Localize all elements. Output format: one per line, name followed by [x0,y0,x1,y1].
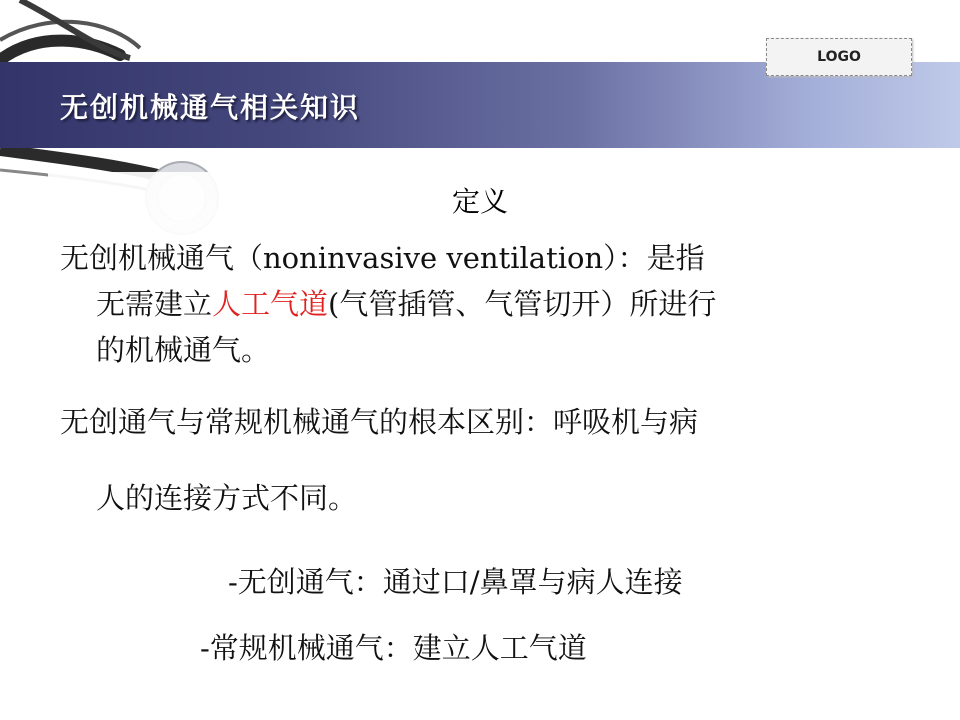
difference-line-2: 人的连接方式不同。 [96,481,358,515]
section-heading [0,180,960,220]
definition-line-3: 的机械通气。 [96,333,271,367]
point-noninvasive: -无创通气：通过口/鼻罩与病人连接 [228,565,683,599]
slide-title: 无创机械通气相关知识 [60,91,361,124]
logo: LOGO [766,38,912,76]
highlight-term: 人工气道 [212,287,329,321]
definition-text: 无需建立 [96,287,213,321]
definition-text: (气管插管、气管切开）所进行 [328,287,717,321]
point-conventional: -常规机械通气：建立人工气道 [200,631,587,665]
definition-line-1: 无创机械通气（noninvasive ventilation）：是指 [60,241,705,275]
definition-line-2 [96,282,716,323]
difference-line-1: 无创通气与常规机械通气的根本区别：呼吸机与病 [60,405,699,439]
heading-text: 定义 [451,185,508,218]
